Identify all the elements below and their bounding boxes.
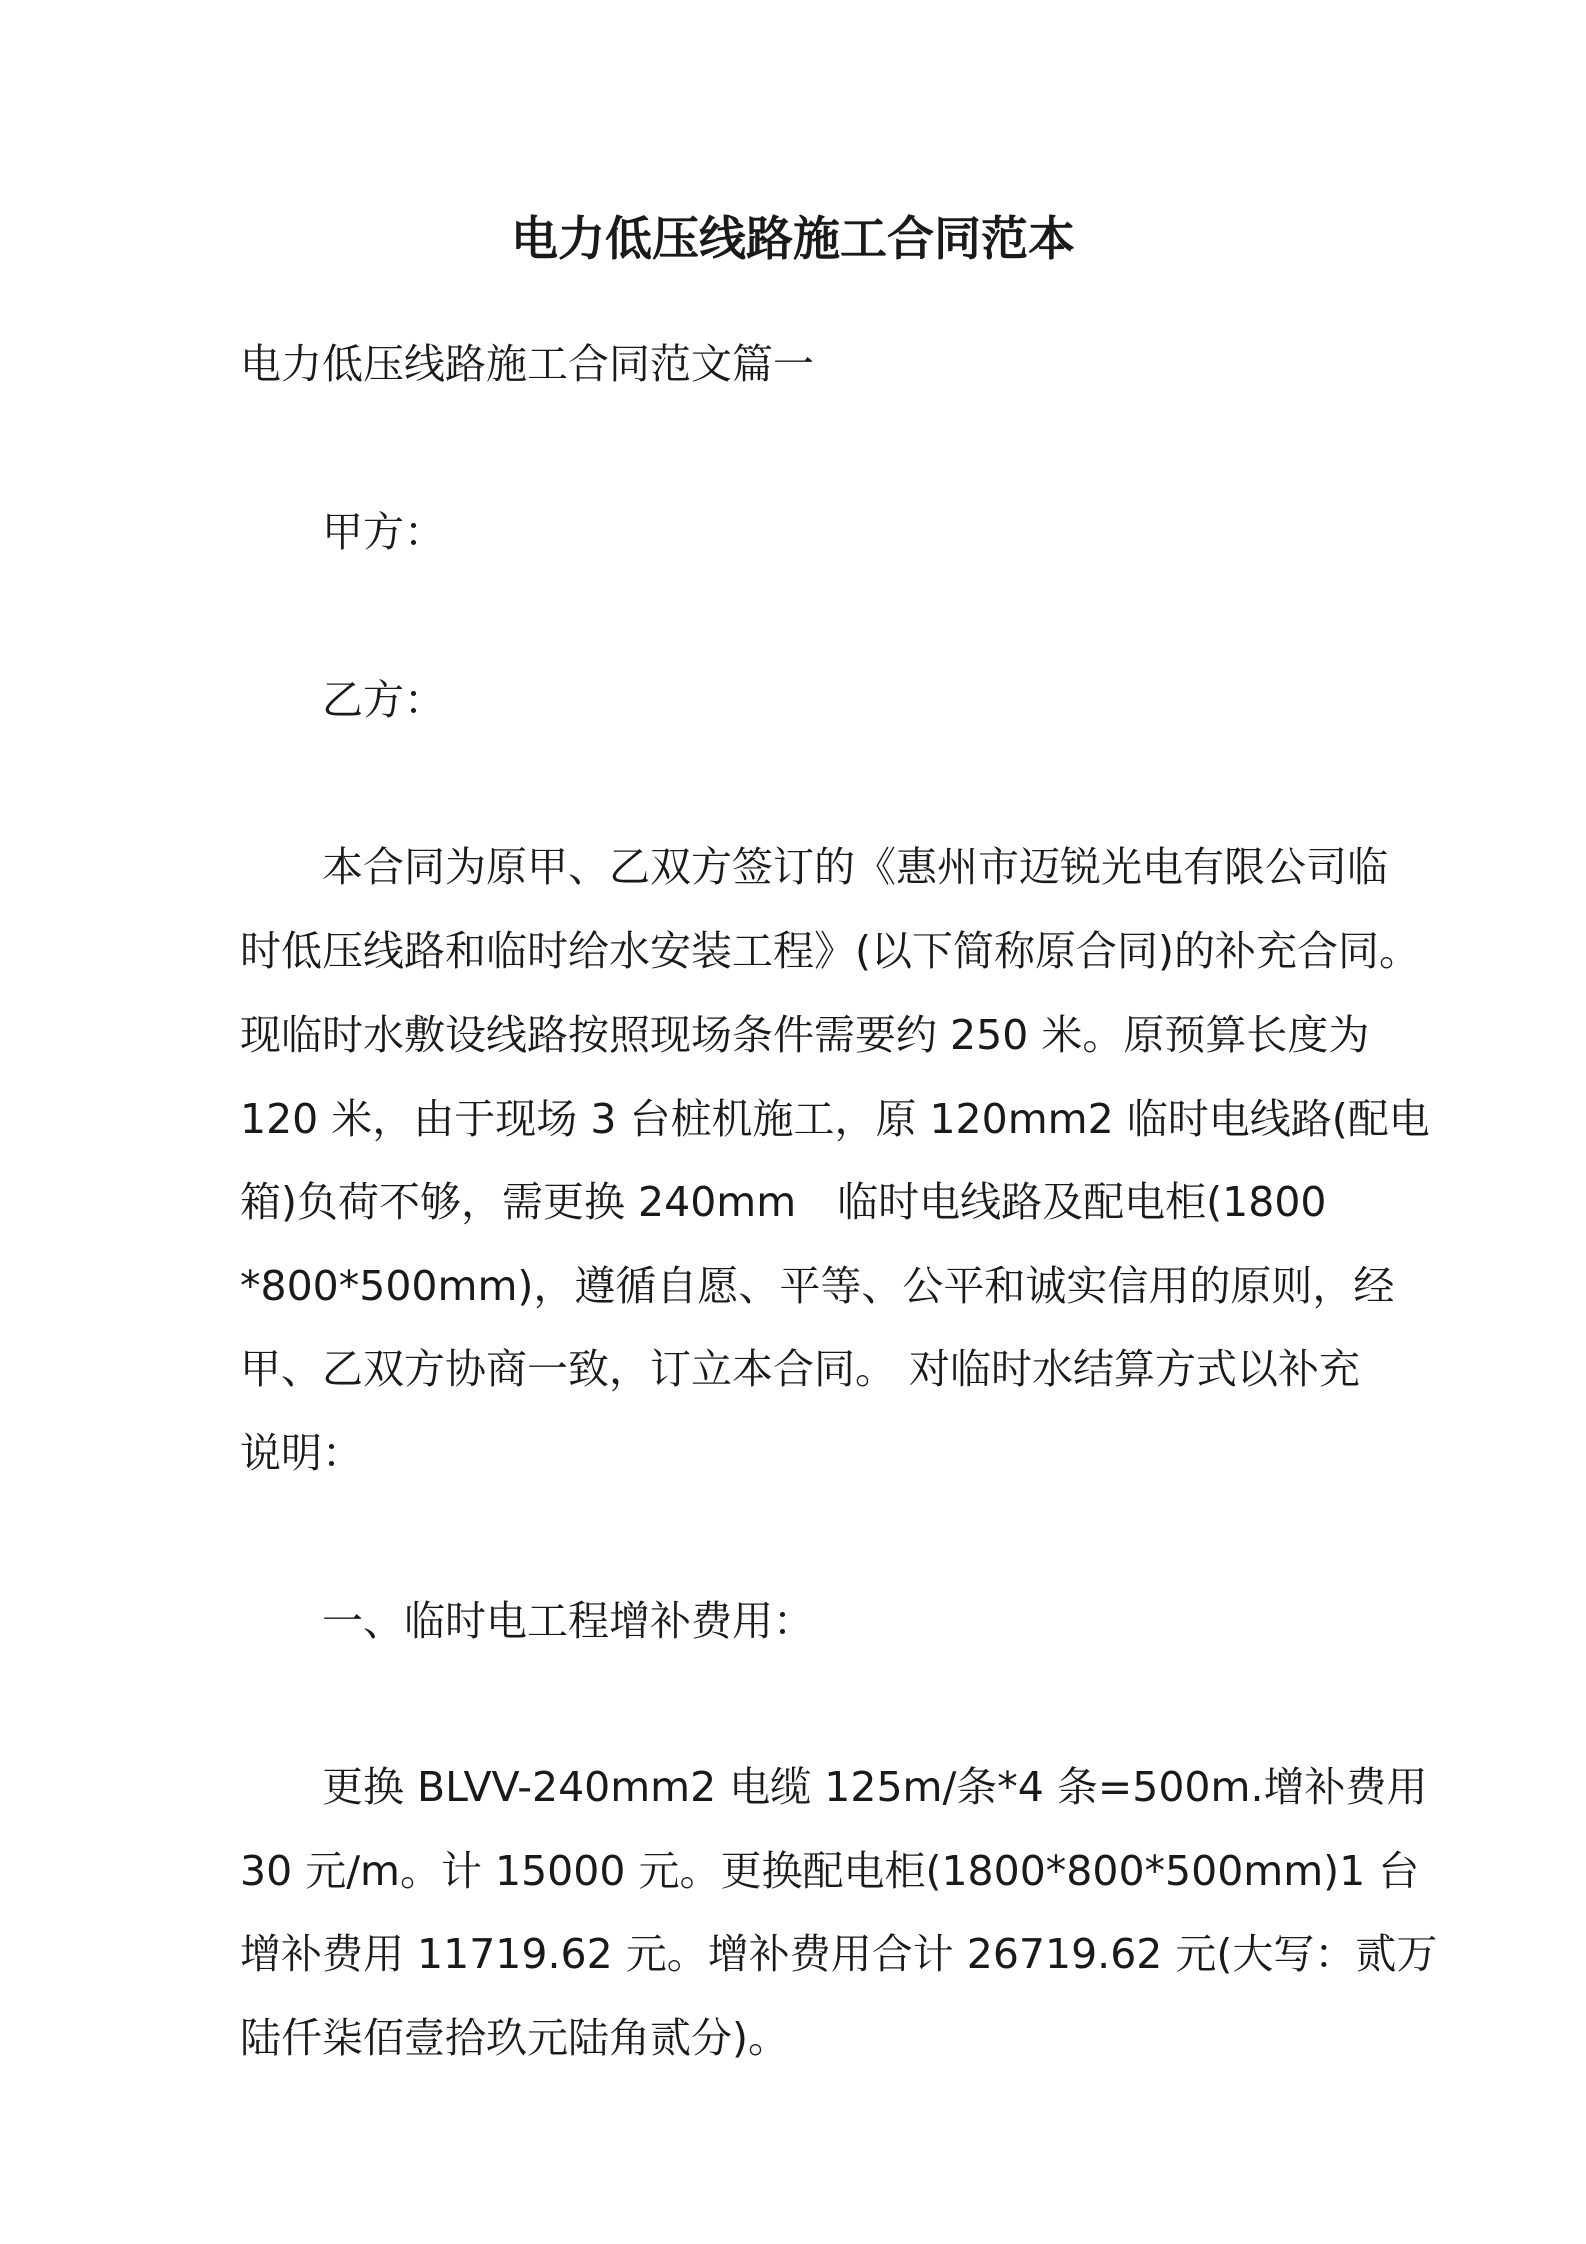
- paragraph-line: *800*500mm)，遵循自愿、平等、公平和诚实信用的原则，经: [240, 1262, 1395, 1310]
- paragraph-line: 时低压线路和临时给水安装工程》(以下简称原合同)的补充合同。: [240, 927, 1420, 975]
- paragraph-line: 甲、乙双方协商一致，订立本合同。 对临时水结算方式以补充: [240, 1345, 1361, 1393]
- paragraph-line: 陆仟柒佰壹拾玖元陆角贰分)。: [240, 2014, 789, 2062]
- party-a-label: 甲方：: [322, 508, 445, 556]
- paragraph-line: 说明：: [240, 1429, 363, 1477]
- party-b-label: 乙方：: [322, 676, 445, 724]
- paragraph-line: 增补费用 11719.62 元。增补费用合计 26719.62 元(大写：贰万: [240, 1930, 1438, 1978]
- paragraph-line: 现临时水敷设线路按照现场条件需要约 250 米。原预算长度为: [240, 1011, 1370, 1059]
- paragraph-line: 30 元/m。计 15000 元。更换配电柜(1800*800*500mm)1 台: [240, 1847, 1420, 1895]
- paragraph-line: 箱)负荷不够，需更换 240mm 临时电线路及配电柜(1800: [240, 1178, 1327, 1226]
- document-title: 电力低压线路施工合同范本: [511, 212, 1075, 267]
- paragraph-line: 120 米，由于现场 3 台桩机施工，原 120mm2 临时电线路(配电: [240, 1095, 1430, 1143]
- section-heading: 一、临时电工程增补费用：: [322, 1597, 814, 1645]
- paragraph-line: 更换 BLVV-240mm2 电缆 125m/条*4 条=500m.增补费用: [322, 1763, 1428, 1811]
- document-subtitle: 电力低压线路施工合同范文篇一: [240, 340, 814, 388]
- paragraph-line: 本合同为原甲、乙双方签订的《惠州市迈锐光电有限公司临: [322, 843, 1388, 891]
